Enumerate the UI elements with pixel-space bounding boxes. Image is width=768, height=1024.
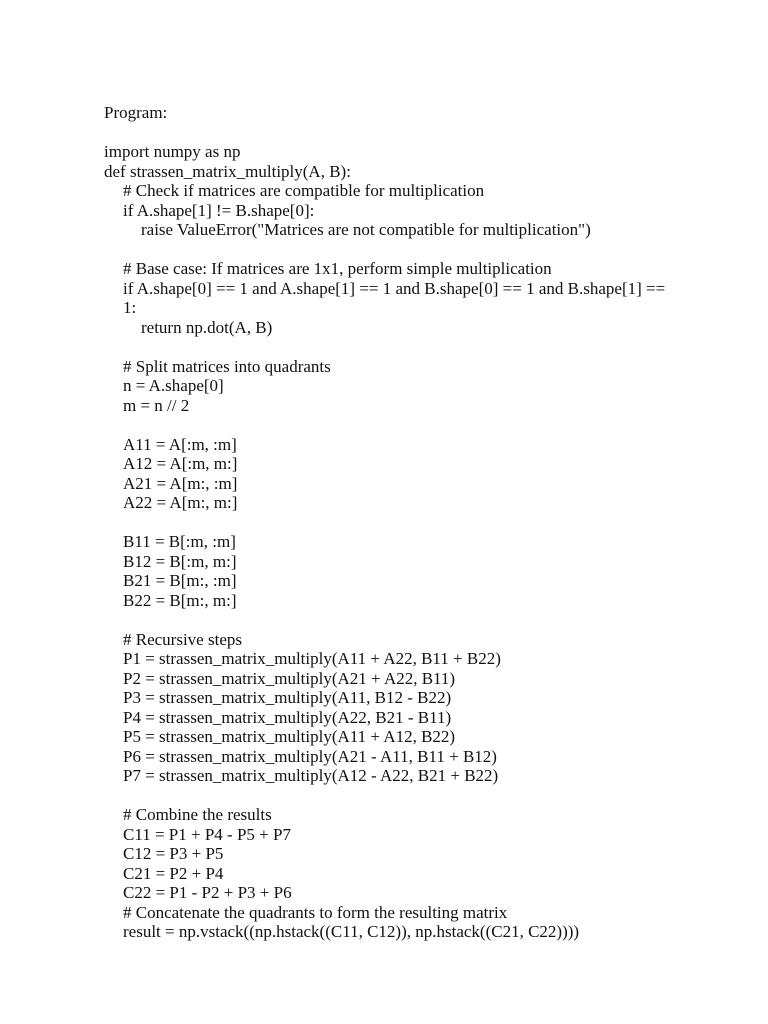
code-line: P4 = strassen_matrix_multiply(A22, B21 - B11) bbox=[123, 707, 452, 727]
code-line: C12 = P3 + P5 bbox=[123, 844, 224, 863]
code-line: m = n // 2 bbox=[123, 395, 190, 415]
blank-line bbox=[104, 240, 724, 260]
program-heading: Program: bbox=[104, 103, 168, 122]
code-comment: # Split matrices into quadrants bbox=[123, 356, 331, 376]
code-line: def strassen_matrix_multiply(A, B): bbox=[104, 161, 351, 181]
code-line: C11 = P1 + P4 - P5 + P7 bbox=[123, 824, 291, 844]
code-line: P1 = strassen_matrix_multiply(A11 + A22, B11 + B22) bbox=[123, 649, 501, 668]
code-comment: # Concatenate the quadrants to form the resulting matrix bbox=[123, 902, 508, 922]
code-line: n = A.shape[0] bbox=[123, 376, 224, 395]
code-line: B11 = B[:m, :m] bbox=[123, 532, 236, 551]
code-line: C21 = P2 + P4 bbox=[123, 863, 224, 883]
code-line: if A.shape[1] != B.shape[0]: bbox=[123, 200, 315, 220]
blank-line bbox=[104, 513, 724, 533]
blank-line bbox=[104, 786, 724, 806]
code-comment: # Base case: If matrices are 1x1, perform simple multiplication bbox=[123, 259, 552, 278]
code-line: P3 = strassen_matrix_multiply(A11, B12 - B22) bbox=[123, 688, 452, 707]
code-line: return np.dot(A, B) bbox=[141, 317, 273, 337]
blank-line bbox=[104, 123, 724, 143]
code-line: 1: bbox=[123, 298, 137, 317]
code-line: A11 = A[:m, :m] bbox=[123, 434, 237, 454]
program-code-listing bbox=[104, 103, 724, 942]
code-line: C22 = P1 - P2 + P3 + P6 bbox=[123, 883, 292, 902]
code-line: if A.shape[0] == 1 and A.shape[1] == 1 and B.shape[0] == 1 and B.shape[1] == bbox=[123, 278, 666, 298]
code-comment: # Recursive steps bbox=[123, 629, 242, 649]
code-line: B21 = B[m:, :m] bbox=[123, 571, 237, 590]
code-comment: # Check if matrices are compatible for multiplication bbox=[123, 181, 485, 200]
code-line: A22 = A[m:, m:] bbox=[123, 493, 238, 512]
code-line: P7 = strassen_matrix_multiply(A12 - A22, B21 + B22) bbox=[123, 766, 499, 785]
blank-line bbox=[104, 415, 724, 435]
code-line: raise ValueError("Matrices are not compatible for multiplication") bbox=[141, 220, 591, 239]
code-comment: # Combine the results bbox=[123, 805, 272, 824]
code-line: P2 = strassen_matrix_multiply(A21 + A22, B11) bbox=[123, 668, 456, 688]
code-line: P5 = strassen_matrix_multiply(A11 + A12, B22) bbox=[123, 727, 456, 746]
code-line: A12 = A[:m, m:] bbox=[123, 454, 238, 473]
blank-line bbox=[104, 337, 724, 357]
code-line: A21 = A[m:, :m] bbox=[123, 473, 238, 493]
code-line: import numpy as np bbox=[104, 142, 241, 161]
blank-line bbox=[104, 610, 724, 630]
code-line: B22 = B[m:, m:] bbox=[123, 590, 237, 610]
code-line: P6 = strassen_matrix_multiply(A21 - A11, B11 + B12) bbox=[123, 746, 497, 766]
code-line: result = np.vstack((np.hstack((C11, C12)), np.hstack((C21, C22)))) bbox=[123, 922, 580, 941]
code-line: B12 = B[:m, m:] bbox=[123, 551, 237, 571]
